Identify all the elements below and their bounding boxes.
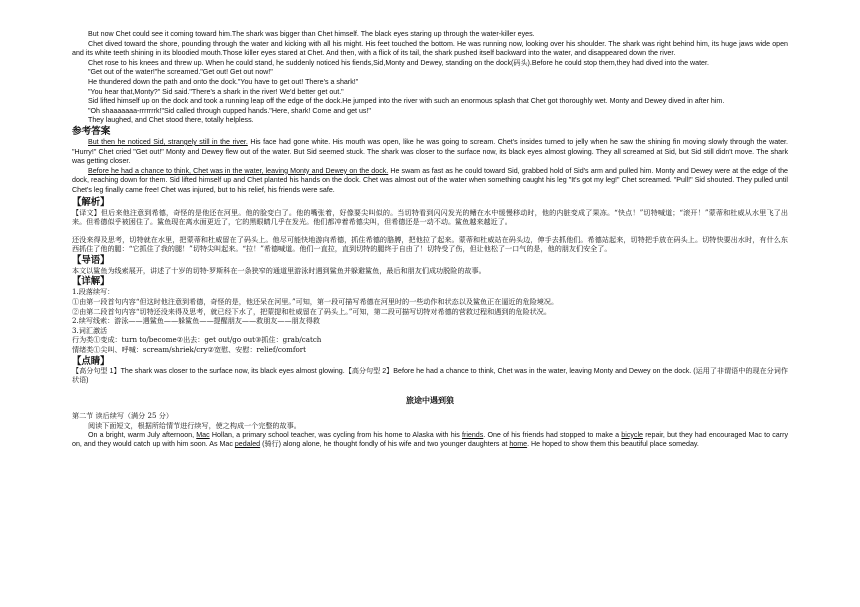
- text-run: . He hoped to show them this beautiful place someday.: [527, 440, 699, 449]
- points-heading: 【点睛】: [72, 354, 110, 366]
- detail-heading: 【详解】: [72, 275, 110, 287]
- underlined-word: friends: [461, 430, 484, 439]
- detail-line: 情绪类①尖叫、呼喊：scream/shriek/cry②宽慰、安慰：relief/comfort: [72, 345, 306, 355]
- underlined-sentence: Before he had a chance to think, Chet was in the water, leaving Monty and Dewey on the dock.: [88, 166, 389, 175]
- next-paragraph: [72, 431, 788, 450]
- guide-heading: 【导语】: [72, 253, 110, 265]
- story-paragraph: He thundered down the path and onto the dock."You have to get out! There's a shark!": [88, 77, 359, 86]
- section-heading: 第二节 读后续写（满分 25 分）: [72, 411, 173, 421]
- underlined-word: home: [509, 440, 528, 449]
- detail-line: 行为类①变成：turn to/become②出去：get out/go out③抓住：grab/catch: [72, 335, 322, 345]
- underlined-sentence: But then he noticed Sid, strangely still in the river.: [88, 137, 248, 146]
- text-run: Hollan, a primary school teacher, was cycling from his home to Alaska with his: [209, 430, 462, 439]
- story-paragraph: "Get out of the water!"he screamed."Get out! Get out now!": [88, 68, 273, 77]
- answer-paragraph-1: [72, 138, 788, 167]
- detail-line: 1.段落续写：: [72, 287, 115, 297]
- story-paragraph: Chet rose to his knees and threw up. When he could stand, he suddenly noticed his fiends,Sid,Monty and Dewey, standing on the dock(码头).Before he could stop them,they had dived into the water.: [88, 58, 709, 67]
- detail-line: 3.词汇激活: [72, 325, 108, 335]
- answer-text: His face had gone white. His mouth was open, like he was going to scream. Chet's insides turned to jelly when he saw the shining fin moving slowly through the water. "Hurry!" Chet cried "Get out!" Monty and Dewey flew out of the water. But Sid seemed stuck. The shark was closer to the surface now, its black eyes almost glowing. They all screamed at Sid, but Sid still didn't move. The shark was getting closer.: [72, 137, 788, 166]
- story-paragraph: But now Chet could see it coming toward him.The shark was bigger than Chet himself. The black eyes staring up through the water-killer eyes.: [88, 30, 535, 38]
- story-paragraph: "You hear that,Monty?" Sid said."There's a shark in the river! We'd better get out.": [88, 87, 344, 96]
- answer-text: He swam as fast as he could toward Sid, grabbed hold of Sid's arm and pulled him. Monty and Dewey were at the edge of the dock, reaching down for them. Sid lifted himself up and Chet planted his hands on the dock. Chet was almost out of the water when something caught his leg "It's got my leg!" Chet screamed. "Pull!" Sid shouted. They pulled until Chet's leg finally came free! Chet was injured, but to his relief, his friends were safe.: [72, 166, 788, 194]
- story-paragraph: They laughed, and Chet stood there, totally helpless.: [88, 116, 254, 125]
- answer-paragraph-2: [72, 167, 788, 196]
- translation-paragraph: 【译文】但后来他注意到希德，奇怪的是他还在河里。他的脸变白了。他的嘴张着，好像要尖叫似的。当切特看到闪闪发光的鳍在水中缓慢移动时，他的内脏变成了果冻。“快点！”切特喊道；“滚开！”蒙蒂和杜威从水里飞了出来。但希德似乎被困住了。鲨鱼现在离水面更近了，它的黑眼睛几乎在发光。他们都冲着希德尖叫，但希德还是一动不动。鲨鱼越来越近了。: [72, 207, 788, 227]
- text-run: repair, but they had encouraged Mac to carry on, and they would catch up with him soon. As Mac: [72, 430, 789, 449]
- translation-paragraph: 还没来得及思考，切特就在水里，把蒙蒂和杜威留在了码头上。他尽可能快地游向希德，抓住希德的胳膊，把他拉了起来。蒙蒂和杜威站在码头边，伸手去抓他们。希德站起来，切特把手放在码头上。切特快要出水时，有什么东西抓住了他的腿：“它抓住了我的腿！”切特尖叫起来。“拉！”希德喊道。他们一直拉，直到切特的腿终于自由了！切特受了伤，但让他松了一口气的是，他的朋友们安全了。: [72, 234, 788, 254]
- detail-line: 2.续写线索：游泳——遇鲨鱼——躲鲨鱼——提醒朋友——救朋友——朋友得救: [72, 316, 320, 326]
- underlined-word: bicycle: [621, 430, 643, 439]
- detail-line: ②由第二段首句内容“切特还没来得及思考，就已经下水了，把蒙提和杜威留在了码头上。”可知，第二段可描写切特对希德的营救过程和遇到的危险状况。: [72, 306, 551, 316]
- next-title: 旅途中遇到狼: [406, 394, 454, 405]
- story-paragraph: "Oh shaaaaaaa-rrrrrrrk!"Sid called through cupped hands."Here, shark! Come and get us!": [88, 106, 371, 115]
- answer-heading: 参考答案: [72, 125, 111, 137]
- detail-line: ①由第一段首句内容“但这时他注意到希德，奇怪的是，他还呆在河里。”可知，第一段可描写希德在河里时的一些动作和状态以及鲨鱼正在逼近的危险境况。: [72, 297, 559, 307]
- story-paragraph: Sid lifted himself up on the dock and took a running leap off the edge of the dock.He jumped into the river with such an enormous splash that Chet got thoroughly wet. Monty and Dewey dived in after him.: [88, 97, 725, 106]
- instruction-text: 阅读下面短文，根据所给情节进行续写，使之构成一个完整的故事。: [88, 421, 301, 430]
- text-run: (骑行) along alone, he thought fondly of his wife and two younger daughters at: [260, 440, 510, 449]
- analysis-heading: 【解析】: [72, 195, 110, 207]
- text-run: On a bright, warm July afternoon,: [88, 430, 197, 439]
- story-paragraph: Chet dived toward the shore, pounding through the water and kicking with all his might. His feet touched the bottom. He was running now, looking over his shoulder. The shark was right behind him, its huge jaws wide open and its white teeth shining in its bloodied mouth.Those killer eyes stared at Chet. And then, with a flick of its tail, the shark pushed itself backward into the water, and disappeared down the river.: [72, 39, 788, 58]
- text-run: . One of his friends had stopped to make a: [483, 430, 622, 439]
- document-page: [72, 0, 788, 607]
- underlined-word: Mac: [196, 430, 210, 439]
- underlined-word: pedaled: [234, 440, 261, 449]
- points-text: 【高分句型 1】The shark was closer to the surface now, its black eyes almost glowing.【高分句型 2】Before he had a chance to think, Chet was in the water, leaving Monty and Dewey on the dock. (运用了非谓语中的现在分词作状语): [72, 366, 788, 385]
- guide-text: 本文以鲨鱼为线索展开，讲述了十岁的切特·罗斯科在一条狭窄的通道里游泳时遇到鲨鱼并躲避鲨鱼，最后和朋友们成功脱险的故事。: [72, 265, 486, 275]
